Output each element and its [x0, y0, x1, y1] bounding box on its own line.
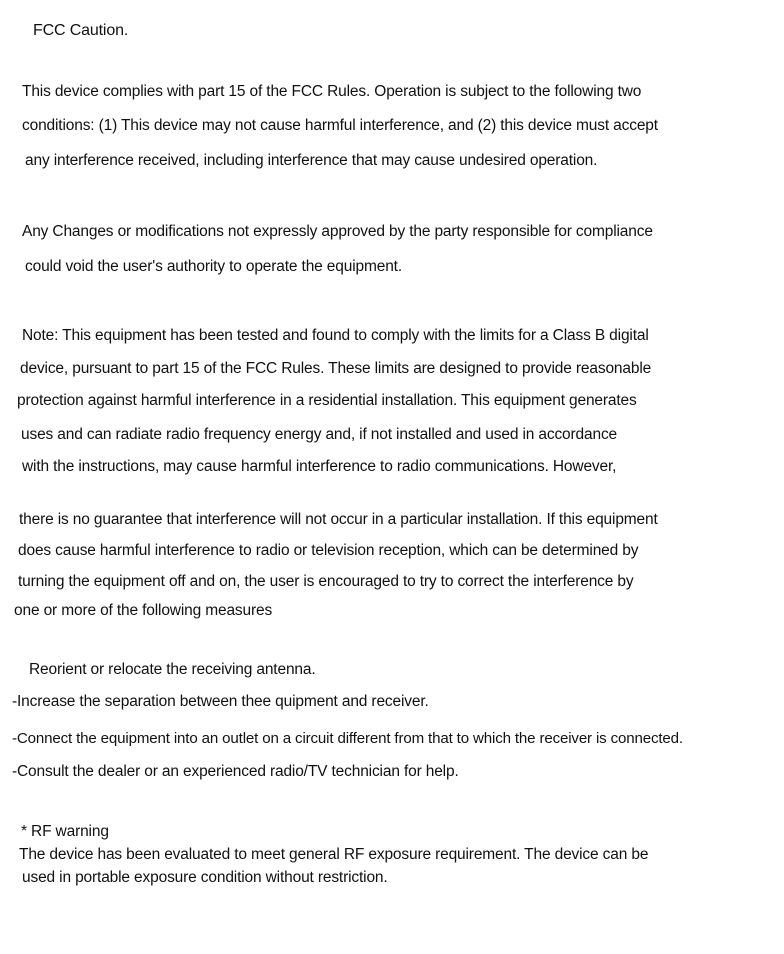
paragraph2-line: Any Changes or modifications not expressly approved by the party responsible for compliance: [22, 223, 653, 240]
measure-item: -Consult the dealer or an experienced radio/TV technician for help.: [12, 763, 459, 780]
paragraph1-line: conditions: (1) This device may not cause harmful interference, and (2) this device must accept: [22, 117, 658, 134]
rf-warning-line: The device has been evaluated to meet general RF exposure requirement. The device can be: [19, 846, 649, 863]
paragraph1-line: any interference received, including interference that may cause undesired operation.: [25, 152, 598, 169]
paragraph2-line: could void the user's authority to operate the equipment.: [25, 258, 402, 275]
rf-warning-line: used in portable exposure condition without restriction.: [22, 869, 388, 886]
paragraph3-line: uses and can radiate radio frequency energy and, if not installed and used in accordance: [21, 426, 618, 443]
paragraph3-line: does cause harmful interference to radio or television reception, which can be determined by: [18, 542, 639, 559]
paragraph3-line: turning the equipment off and on, the user is encouraged to try to correct the interference by: [18, 573, 634, 590]
paragraph3-line: Note: This equipment has been tested and found to comply with the limits for a Class B digital: [22, 327, 649, 344]
paragraph3-line: one or more of the following measures: [14, 602, 273, 619]
measure-item: Reorient or relocate the receiving antenna.: [29, 661, 316, 678]
paragraph3-line: with the instructions, may cause harmful interference to radio communications. However,: [22, 458, 617, 475]
document-title: FCC Caution.: [33, 22, 129, 39]
paragraph3-line: there is no guarantee that interference will not occur in a particular installation. If this equipment: [19, 511, 658, 528]
measure-item: -Connect the equipment into an outlet on a circuit different from that to which the receiver is connected.: [12, 730, 683, 747]
paragraph1-line: This device complies with part 15 of the FCC Rules. Operation is subject to the following two: [22, 83, 642, 100]
paragraph3-line: protection against harmful interference in a residential installation. This equipment generates: [17, 392, 637, 409]
measure-item: -Increase the separation between thee quipment and receiver.: [12, 693, 429, 710]
rf-warning-heading: * RF warning: [21, 823, 109, 840]
paragraph3-line: device, pursuant to part 15 of the FCC Rules. These limits are designed to provide reasonable: [20, 360, 652, 377]
